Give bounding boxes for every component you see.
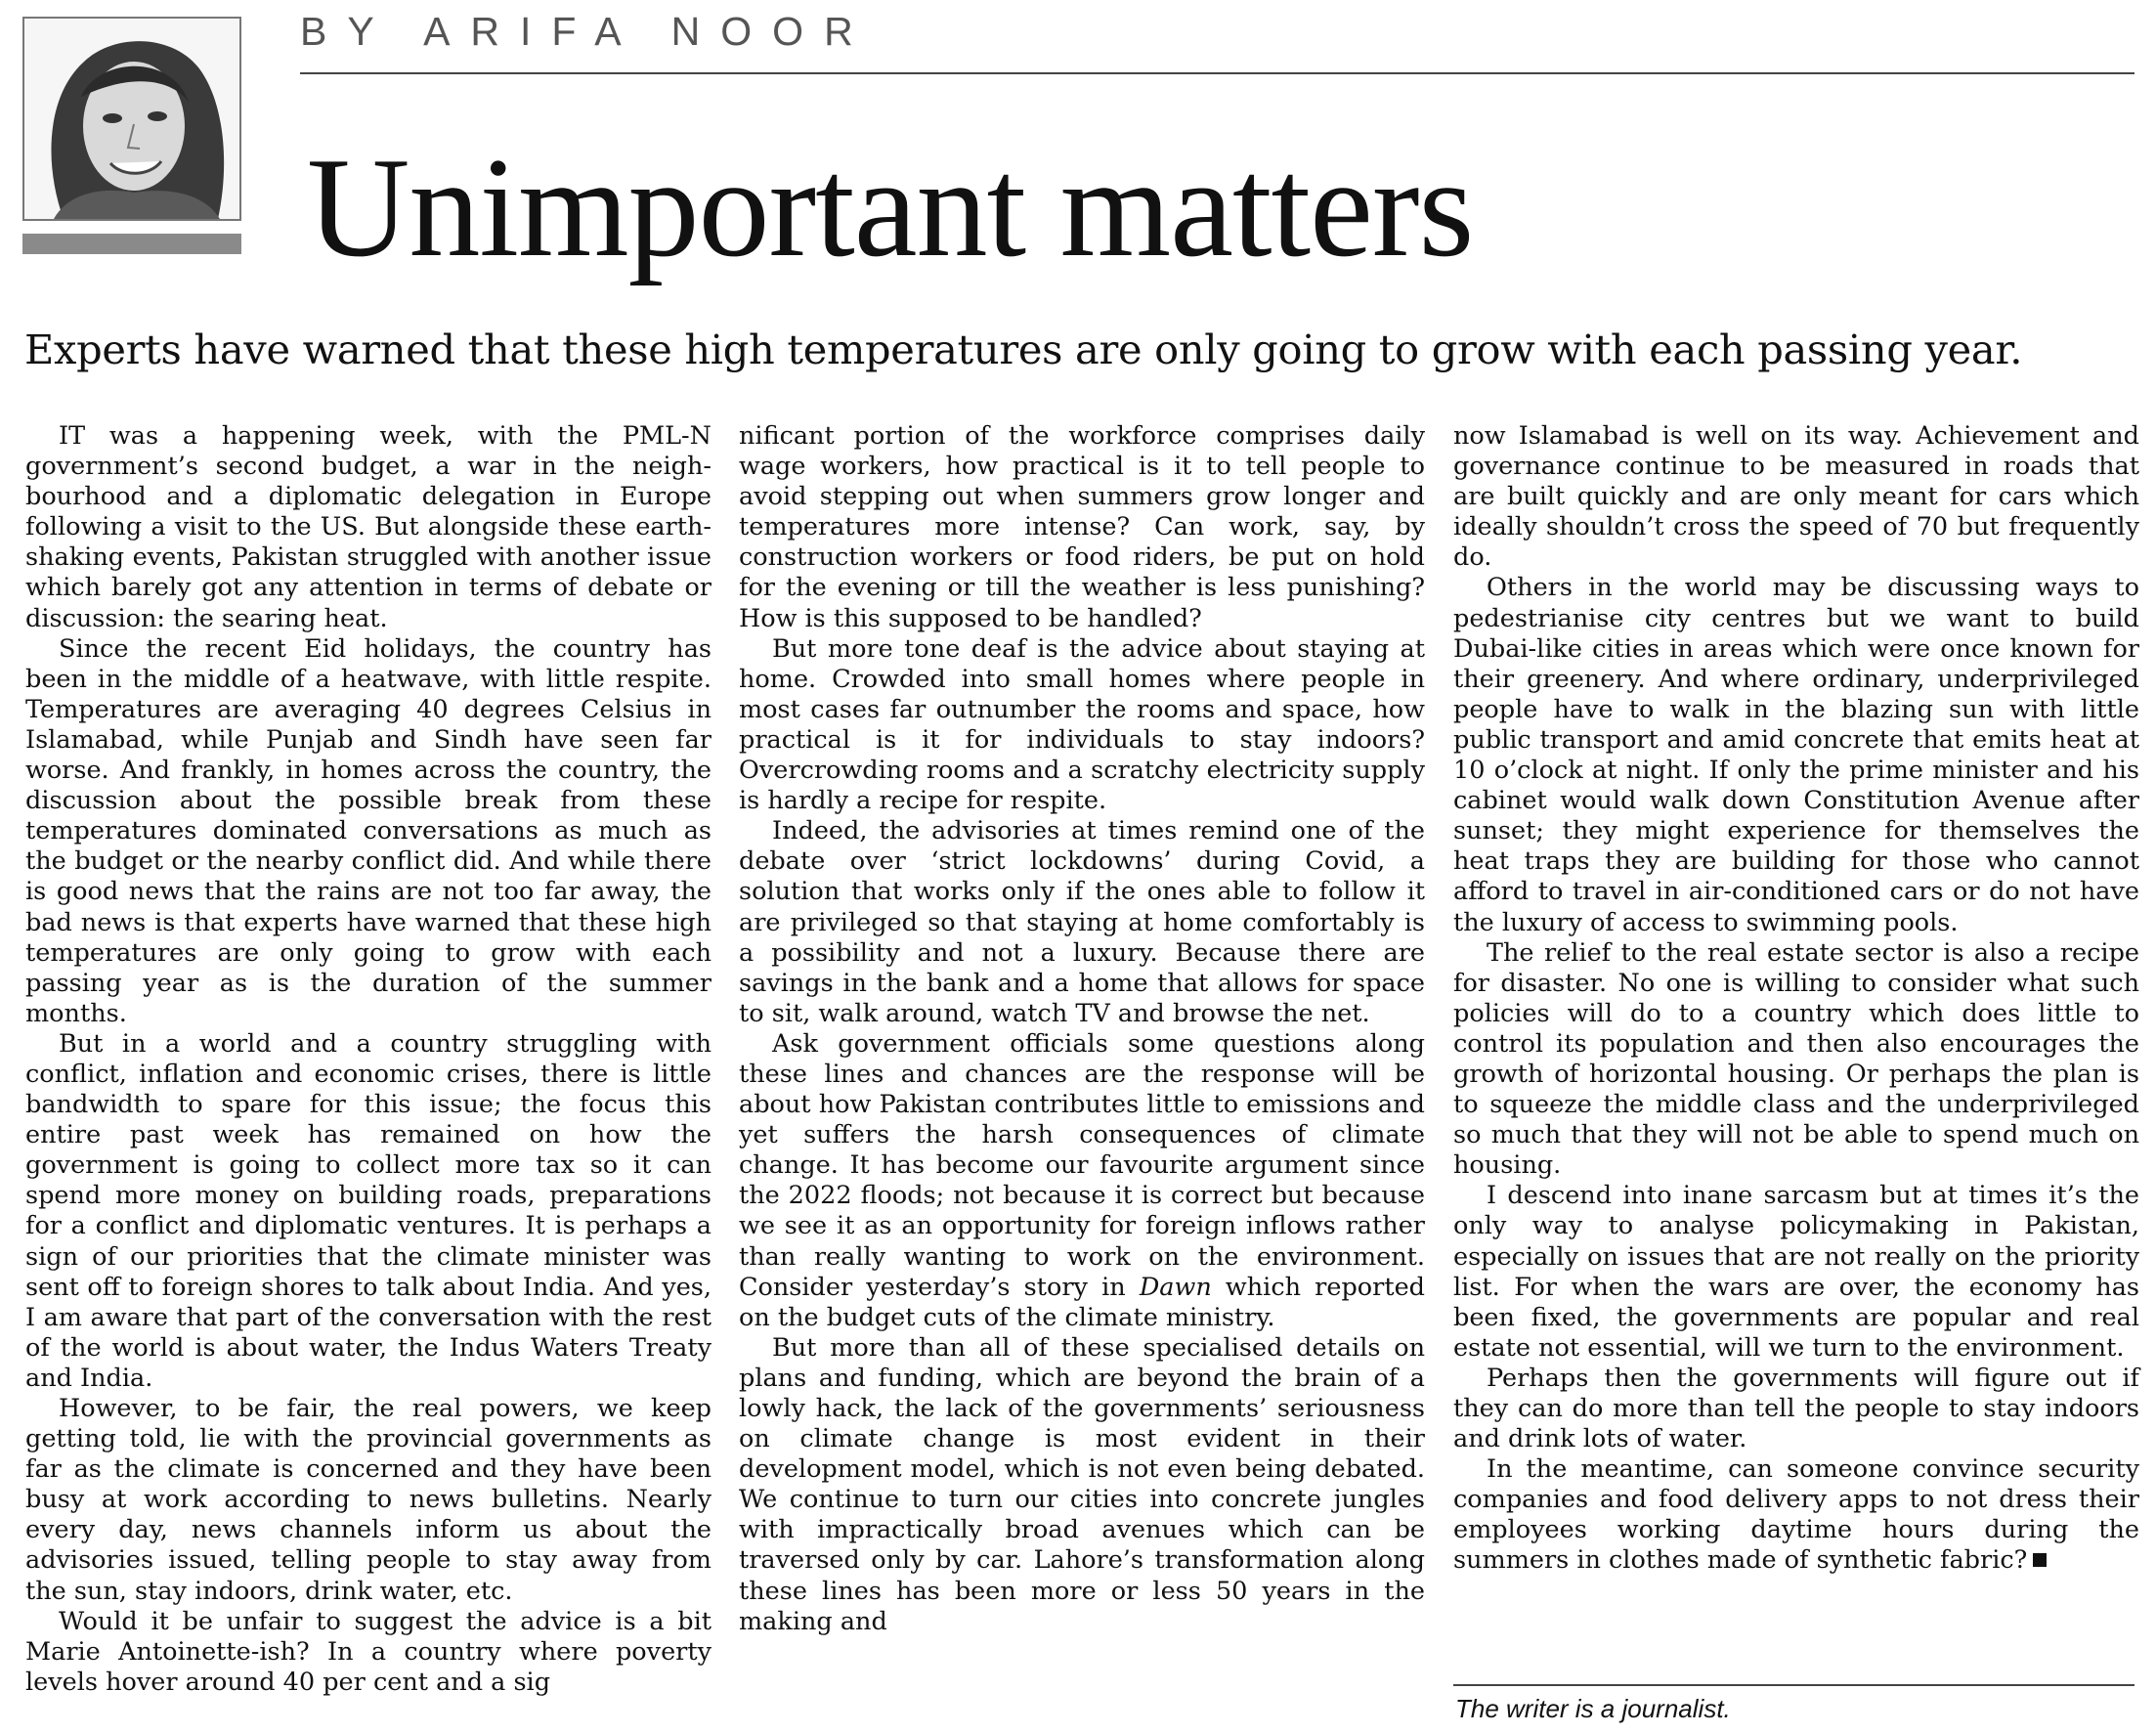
standfirst: Experts have warned that these high temperatures are only going to grow with each passing year. — [24, 325, 2023, 373]
paragraph: Since the recent Eid holidays, the country has been in the middle of a heatwave, with little respite. Temperatures are averaging 40 degrees Celsius in Islamabad, while Punjab and Sindh have seen far worse. And frankly, in homes across the country, the discussion about the possible break from these temperatures dominated conversations as much as the budget or the nearby conflict did. And while there is good news that the rains are not too far away, the bad news is that experts have warned that these high temperatures are only going to grow with each passing year as is the duration of the summer months. — [25, 633, 711, 1028]
final-paragraph — [1453, 1454, 2139, 1576]
author-photo — [22, 17, 241, 221]
paragraph: Would it be unfair to suggest the advice is a bit Marie Antoinette-ish? In a country where poverty levels hover around 40 per cent and a sig — [25, 1606, 711, 1697]
paragraph: IT was a happening week, with the PML-N government’s second budget, a war in the neighbourhood and a diplomatic delegation in Europe following a visit to the US. But alongside these earth-shaking events, Pakistan struggled with another issue which barely got any attention in terms of debate or discussion: the searing heat. — [25, 421, 711, 633]
article-column-3 — [1453, 421, 2139, 1577]
final-paragraph-text: In the meantime, can someone convince security companies and food delivery apps to not dress their employees working daytime hours during the summers in clothes made of synthetic fabric? — [1453, 1454, 2139, 1576]
publication-name: Dawn — [1139, 1272, 1212, 1302]
paragraph: Others in the world may be discussing ways to pedestrianise city centres but we want to build Dubai-like cities in areas which were once known for their greenery. And where ordinary, underprivileged people have to walk in the blazing sun with little public transport and amid concrete that emits heat at 10 o’clock at night. If only the prime minister and his cabinet would walk down Constitution Avenue after sunset; they might experience for themselves the heat traps they are building for those who cannot afford to travel in air-conditioned cars or do not have the luxury of access to swimming pools. — [1453, 573, 2139, 937]
end-of-article-icon — [2033, 1553, 2047, 1567]
paragraph: now Islamabad is well on its way. Achievement and governance continue to be measured in roads that are built quickly and are only meant for cars which ideally shouldn’t cross the speed of 70 but frequently do. — [1453, 421, 2139, 573]
paragraph: The relief to the real estate sector is also a recipe for disaster. No one is willing to consider what such policies will do to a country which does little to control its population and then also encourages the growth of horizontal housing. Or perhaps the plan is to squeeze the middle class and the underprivileged so much that they will not be able to spend much on housing. — [1453, 937, 2139, 1181]
author-byline: BY ARIFA NOOR — [300, 9, 874, 54]
paragraph: Perhaps then the governments will figure out if they can do more than tell the people to stay indoors and drink lots of water. — [1453, 1363, 2139, 1454]
paragraph: nificant portion of the workforce comprises daily wage workers, how practical is it to tell people to avoid stepping out when summers grow longer and temperatures more intense? Can work, say, by construction workers or food riders, be put on hold for the evening or till the weather is less punishing? How is this supposed to be handled? — [739, 421, 1425, 633]
writer-note: The writer is a journalist. — [1455, 1694, 1731, 1723]
headline: Unimportant matters — [307, 128, 1474, 286]
paragraph: But more than all of these specialised details on plans and funding, which are beyond the brain of a lowly hack, the lack of the governments’ seriousness on climate change is most evident in their development model, which is not even being debated. We continue to turn our cities into concrete jungles with impractically broad avenues which can be traversed only by car. Lahore’s transformation along these lines has been more or less 50 years in the making and — [739, 1332, 1425, 1636]
paragraph: Indeed, the advisories at times remind one of the debate over ‘strict lockdowns’ during Covid, a solution that works only if the ones able to follow it are privileged so that staying at home comfortably is a possibility and not a luxury. Because there are savings in the bank and a home that allows for space to sit, walk around, watch TV and browse the net. — [739, 816, 1425, 1028]
article-column-1 — [25, 421, 711, 1698]
byline-divider — [300, 72, 2134, 74]
paragraph: Ask government officials some questions along these lines and chances are the response will be about how Pakistan contributes little to emissions and yet suffers the harsh consequences of climate change. It has become our favourite argument since the 2022 floods; not because it is correct but because we see it as an opportunity for foreign inflows rather than really wanting to work on the environment. Consider yesterday’s story in Dawn which reported on the budget cuts of the climate ministry. — [739, 1028, 1425, 1332]
paragraph: But in a world and a country struggling with conflict, inflation and economic crises, there is little bandwidth to spare for this issue; the focus this entire past week has remained on how the government is going to collect more tax so it can spend more money on building roads, preparations for a conflict and diplomatic ventures. It is perhaps a sign of our priorities that the climate minister was sent off to foreign shores to talk about India. And yes, I am aware that part of the conversation with the rest of the world is about water, the Indus Waters Treaty and India. — [25, 1028, 711, 1393]
paragraph: But more tone deaf is the advice about staying at home. Crowded into small homes where people in most cases far outnumber the rooms and space, how practical is it for individuals to stay indoors? Overcrowding rooms and a scratchy electricity supply is hardly a recipe for respite. — [739, 633, 1425, 816]
footer-divider — [1453, 1684, 2134, 1686]
photo-caption-bar — [22, 234, 241, 254]
article-column-2 — [739, 421, 1425, 1637]
paragraph: However, to be fair, the real powers, we keep getting told, lie with the provincial governments as far as the climate is concerned and they have been busy at work according to news bulletins. Nearly every day, news channels inform us about the advisories issued, telling people to stay away from the sun, stay indoors, drink water, etc. — [25, 1394, 711, 1606]
author-portrait-icon — [24, 19, 239, 219]
paragraph: I descend into inane sarcasm but at times it’s the only way to analyse policymaking in Pakistan, especially on issues that are not really on the priority list. For when the wars are over, the economy has been fixed, the governments are popular and real estate not essential, will we turn to the environment. — [1453, 1181, 2139, 1363]
